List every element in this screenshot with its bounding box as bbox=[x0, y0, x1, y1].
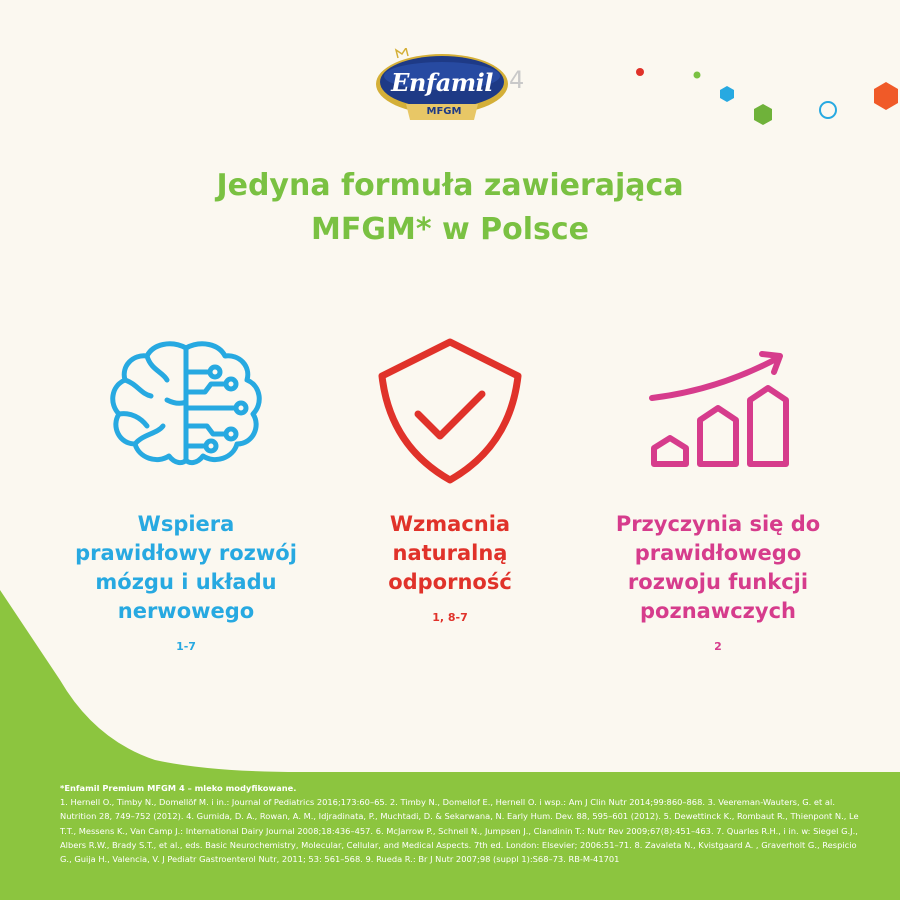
feature-title-line: naturalną bbox=[392, 541, 508, 565]
headline-line-1: Jedyna formuła zawierająca bbox=[216, 168, 684, 203]
feature-cognitive bbox=[578, 326, 858, 653]
feature-title bbox=[310, 510, 590, 597]
brand-stage-number: 4 bbox=[509, 66, 525, 94]
feature-title-line: odporność bbox=[388, 570, 512, 594]
feature-refs: 1-7 bbox=[176, 640, 196, 653]
brand-name: Enfamil bbox=[391, 68, 493, 97]
growth-bars-icon bbox=[638, 336, 798, 476]
feature-title bbox=[46, 510, 326, 626]
brain-circuit-icon bbox=[101, 336, 271, 476]
footnote-asterisk: *Enfamil Premium MFGM 4 – mleko modyfikowane. bbox=[60, 783, 297, 793]
feature-title bbox=[578, 510, 858, 626]
shield-check-icon bbox=[370, 336, 530, 486]
feature-title-line: prawidłowego bbox=[634, 541, 802, 565]
feature-title-line: prawidłowy rozwój bbox=[75, 541, 297, 565]
feature-title-line: poznawczych bbox=[640, 599, 796, 623]
feature-refs: 1, 8-7 bbox=[432, 611, 468, 624]
feature-refs: 2 bbox=[714, 640, 722, 653]
footnote-references: 1. Hernell O., Timby N., Domellöf M. i in.: Journal of Pediatrics 2016;173:60–65. 2. Timby N., Domellof E., Hernell O. i wsp.: Am J Clin Nutr 2014;99:860–868. 3. Veereman-Wauters, G. et al. Nutrition 28, 749–752 (2012). 4. Gurnida, D. A., Rowan, A. M., Idjradinata, P., Muchtadi, D. & Sekarwana, N. Early Hum. Dev. 88, 595–601 (2012). 5. Dewettinck K., Rombaut R., Thienpont N., Le T.T., Messens K., Van Camp J.: International Dairy Journal 2008;18:436–457. 6. McJarrow P., Schnell N., Jumpsen J., Clandinin T.: Nutr Rev 2009;67(8):451–463. 7. Quarles R.H., i in. w: Siegel G.J., Albers R.W., Brady S.T., et al., eds. Basic Neurochemistry, Molecular, Cellular, and Medical Aspects. 7th ed. London: Elsevier; 2006:51–71. 8. Zavaleta N., Kvistgaard A. , Graverholt G., Respicio G., Guija H., Valencia, V. J Pediatr Gastroenterol Nutr, 2011; 53: 561–568. 9. Rueda R.: Br J Nutr 2007;98 (suppl 1):S68–73. RB-M-41701 bbox=[60, 797, 859, 865]
headline bbox=[100, 164, 800, 252]
feature-title-line: Przyczynia się do bbox=[615, 512, 821, 536]
brand-sub-badge: MFGM bbox=[426, 106, 462, 117]
feature-title-line: Wzmacnia bbox=[389, 512, 511, 536]
headline-line-2: MFGM* w Polsce bbox=[311, 212, 589, 247]
feature-title-line: Wspiera bbox=[137, 512, 235, 536]
feature-immunity bbox=[310, 326, 590, 624]
enfamil-logo bbox=[372, 48, 532, 128]
feature-title-line: mózgu i układu bbox=[95, 570, 277, 594]
feature-title-line: rozwoju funkcji bbox=[627, 570, 809, 594]
feature-brain bbox=[46, 326, 326, 653]
footnote bbox=[60, 781, 860, 866]
feature-title-line: nerwowego bbox=[117, 599, 255, 623]
